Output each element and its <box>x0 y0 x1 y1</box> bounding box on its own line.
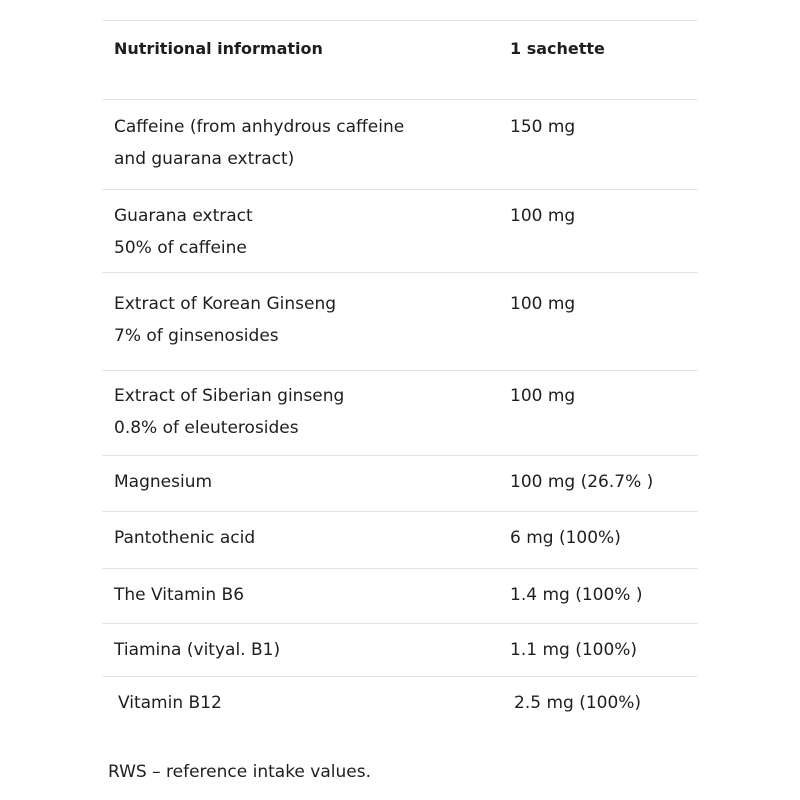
nutrient-name-line: and guarana extract) <box>114 149 295 169</box>
table-row <box>102 190 698 273</box>
table-row <box>102 273 698 371</box>
table-row <box>102 677 698 735</box>
nutrient-name-line: 50% of caffeine <box>114 238 247 258</box>
nutrient-amount: 1.1 mg (100%) <box>510 640 638 660</box>
footnote: RWS – reference intake values. <box>108 762 371 782</box>
table-row <box>102 371 698 456</box>
nutrition-table <box>102 20 698 735</box>
table-row <box>102 512 698 569</box>
table-row <box>102 624 698 677</box>
table-row <box>102 100 698 190</box>
header-serving: 1 sachette <box>510 39 605 58</box>
table-row <box>102 456 698 512</box>
nutrient-amount: 100 mg <box>510 206 576 226</box>
nutrient-name: Tiamina (vityal. B1) <box>114 640 281 660</box>
nutrient-name: The Vitamin B6 <box>114 585 245 605</box>
nutrient-name <box>114 111 404 175</box>
table-header-row <box>102 21 698 100</box>
nutrient-amount: 150 mg <box>510 117 576 137</box>
nutrient-name-line: Guarana extract <box>114 206 253 226</box>
nutrient-name <box>114 288 336 352</box>
nutrient-name-line: Extract of Siberian ginseng <box>114 386 345 406</box>
nutrient-amount: 6 mg (100%) <box>510 528 621 548</box>
nutrient-amount: 100 mg <box>510 294 576 314</box>
nutrient-name <box>114 380 344 444</box>
nutrient-name-line: Extract of Korean Ginseng <box>114 294 337 314</box>
nutrient-name-line: 7% of ginsenosides <box>114 326 279 346</box>
nutrient-amount: 1.4 mg (100% ) <box>510 585 643 605</box>
nutrient-name: Vitamin B12 <box>118 693 222 713</box>
nutrient-name: Pantothenic acid <box>114 528 256 548</box>
nutrient-name <box>114 200 253 264</box>
nutrient-amount: 100 mg (26.7% ) <box>510 472 654 492</box>
nutrient-name-line: Caffeine (from anhydrous caffeine <box>114 117 405 137</box>
table-row <box>102 569 698 624</box>
nutrient-amount: 2.5 mg (100%) <box>514 693 642 713</box>
header-nutritional-information: Nutritional information <box>114 39 323 58</box>
nutrient-name-line: 0.8% of eleuterosides <box>114 418 299 438</box>
nutrient-amount: 100 mg <box>510 386 576 406</box>
nutrient-name: Magnesium <box>114 472 213 492</box>
